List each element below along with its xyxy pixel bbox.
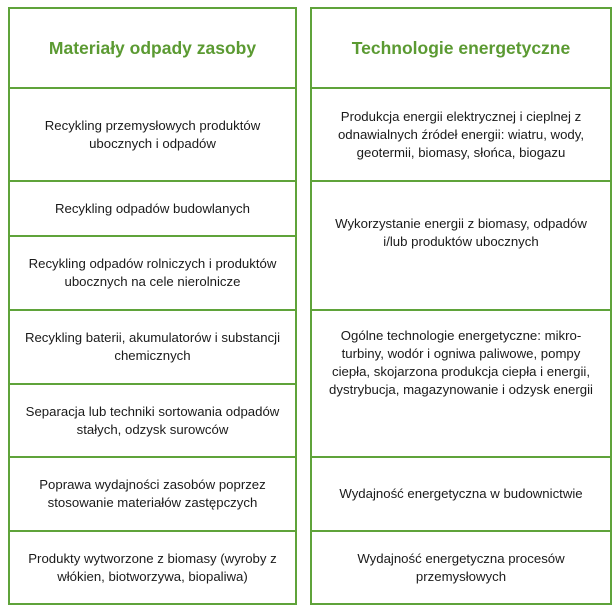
materials-item-industrial-recycling: Recykling przemysłowych produktów ubocznych i odpadów [10, 89, 295, 182]
materials-column-header: Materiały odpady zasoby [10, 9, 295, 89]
energy-technologies-column [310, 7, 612, 605]
materials-item-agricultural-recycling: Recykling odpadów rolniczych i produktów ubocznych na cele nierolnicze [10, 237, 295, 311]
materials-item-biomass-products: Produkty wytworzone z biomasy (wyroby z włókien, biotworzywa, biopaliwa) [28, 550, 277, 584]
materials-item-waste-separation: Separacja lub techniki sortowania odpadów stałych, odzysk surowców [10, 385, 295, 458]
materials-waste-resources-column [8, 7, 297, 605]
materials-item-construction-recycling: Recykling odpadów budowlanych [10, 182, 295, 237]
energy-column-header: Technologie energetyczne [312, 9, 610, 89]
energy-item-renewable-production: Produkcja energii elektrycznej i cieplnej z odnawialnych źródeł energii: wiatru, wody, geotermii, biomasy, słońca, biogazu [312, 89, 610, 182]
energy-item-building-efficiency: Wydajność energetyczna w budownictwie [312, 458, 610, 532]
materials-item-resource-efficiency: Poprawa wydajności zasobów poprzez stosowanie materiałów zastępczych [10, 458, 295, 532]
energy-item-biomass-energy: Wykorzystanie energii z biomasy, odpadów i/lub produktów ubocznych [312, 182, 610, 311]
energy-item-general-technologies: Ogólne technologie energetyczne: mikro-turbiny, wodór i ogniwa paliwowe, pompy ciepła, skojarzona produkcja ciepła i energii, dystrybucja, magazynowanie i odzysk energii [312, 311, 610, 458]
energy-item-industrial-efficiency: Wydajność energetyczna procesów przemysłowych [357, 550, 565, 584]
materials-item-battery-recycling: Recykling baterii, akumulatorów i substancji chemicznych [10, 311, 295, 385]
